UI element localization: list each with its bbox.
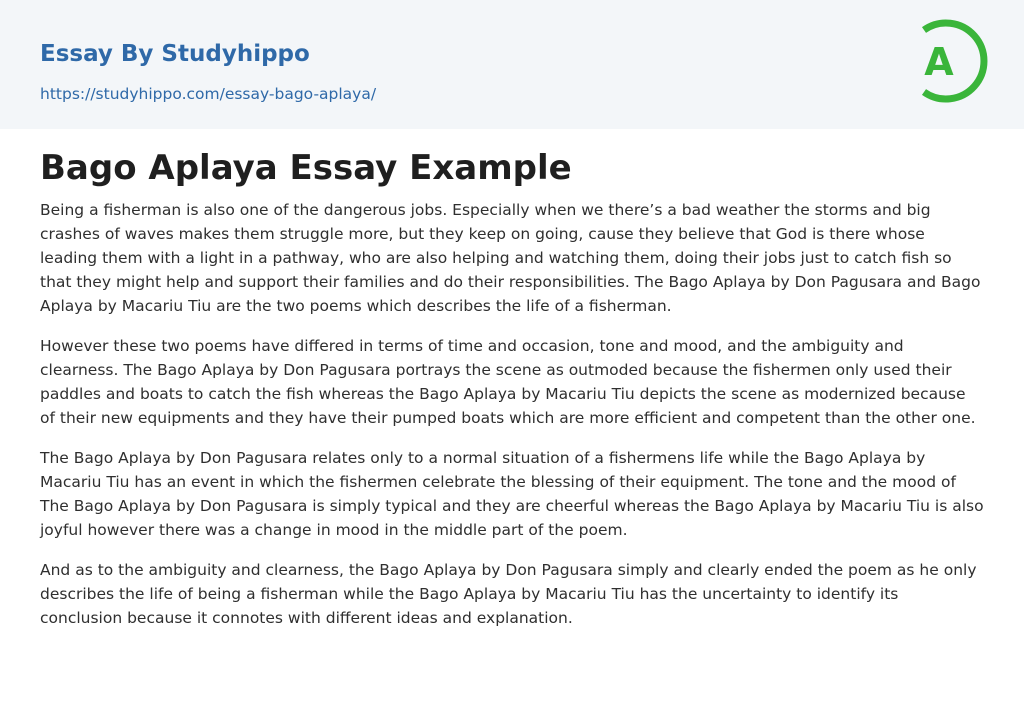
essay-content [40, 146, 984, 646]
source-url-link[interactable]: https://studyhippo.com/essay-bago-aplaya/ [40, 85, 377, 103]
essay-paragraph-4: And as to the ambiguity and clearness, the Bago Aplaya by Don Pagusara simply and clearly ended the poem as he only describes the life of being a fisherman while the Bago Aplaya by Macariu Tiu has the uncertainty to identify its conclusion because it connotes with different ideas and explanation. [40, 561, 977, 627]
site-header [0, 0, 1024, 129]
brand-title[interactable]: Essay By Studyhippo [40, 41, 310, 67]
essay-paragraph-1: Being a fisherman is also one of the dangerous jobs. Especially when we there’s a bad weather the storms and big crashes of waves makes them struggle more, but they keep on going, cause they believe that God is there whose leading them with a light in a pathway, who are also helping and watching them, doing their jobs just to catch fish so that they might help and support their families and do their responsibilities. The Bago Aplaya by Don Pagusara and Bago Aplaya by Macariu Tiu are the two poems which describes the life of a fisherman. [40, 201, 981, 315]
essay-paragraph-2: However these two poems have differed in terms of time and occasion, tone and mood, and the ambiguity and clearness. The Bago Aplaya by Don Pagusara portrays the scene as outmoded because the fishermen only used their paddles and boats to catch the fish whereas the Bago Aplaya by Macariu Tiu depicts the scene as modernized because of their new equipments and they have their pumped boats which are more efficient and competent than the other one. [40, 337, 976, 427]
logo-icon [910, 18, 988, 106]
essay-paragraph-3: The Bago Aplaya by Don Pagusara relates only to a normal situation of a fishermens life while the Bago Aplaya by Macariu Tiu has an event in which the fishermen celebrate the blessing of their equipment. The tone and the mood of The Bago Aplaya by Don Pagusara is simply typical and they are cheerful whereas the Bago Aplaya by Macariu Tiu is also joyful however there was a change in mood in the middle part of the poem. [40, 449, 984, 539]
essay-title: Bago Aplaya Essay Example [40, 148, 572, 188]
logo-letter: A [924, 40, 954, 84]
studyhippo-logo[interactable] [910, 18, 988, 106]
